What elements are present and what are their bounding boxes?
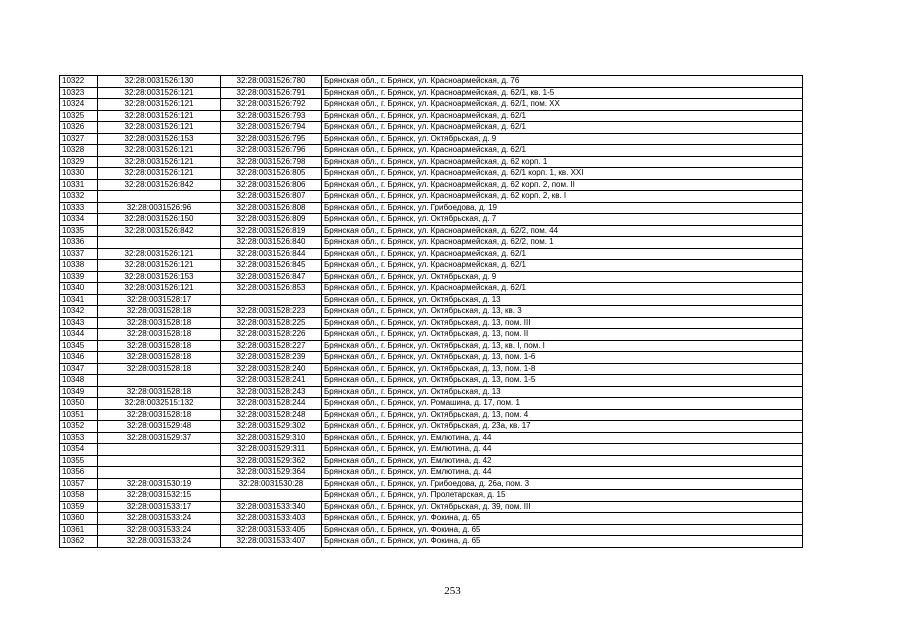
cadastral-number-cell: 32:28:0031528:240 xyxy=(221,363,322,375)
row-number-cell: 10331 xyxy=(60,179,98,191)
table-row xyxy=(60,536,803,548)
address-cell: Брянская обл., г. Брянск, ул. Красноармейская, д. 62/2, пом. 1 xyxy=(322,237,803,249)
parent-cadastral-number-cell: 32:28:0031526:153 xyxy=(98,133,221,145)
table-row xyxy=(60,386,803,398)
row-number-cell: 10346 xyxy=(60,352,98,364)
address-cell: Брянская обл., г. Брянск, ул. Красноармейская, д. 62/1 xyxy=(322,260,803,272)
address-cell: Брянская обл., г. Брянск, ул. Октябрьская, д. 39, пом. III xyxy=(322,501,803,513)
parent-cadastral-number-cell: 32:28:0031533:24 xyxy=(98,536,221,548)
row-number-cell: 10357 xyxy=(60,478,98,490)
row-number-cell: 10338 xyxy=(60,260,98,272)
cadastral-number-cell: 32:28:0031528:239 xyxy=(221,352,322,364)
address-cell: Брянская обл., г. Брянск, ул. Емлютина, д. 42 xyxy=(322,455,803,467)
row-number-cell: 10354 xyxy=(60,444,98,456)
table-row xyxy=(60,191,803,203)
cadastral-number-cell: 32:28:0031528:225 xyxy=(221,317,322,329)
cadastral-number-cell: 32:28:0031529:302 xyxy=(221,421,322,433)
address-cell: Брянская обл., г. Брянск, ул. Красноармейская, д. 62/2, пом. 44 xyxy=(322,225,803,237)
cadastral-number-cell: 32:28:0031526:793 xyxy=(221,110,322,122)
table-row xyxy=(60,156,803,168)
address-cell: Брянская обл., г. Брянск, ул. Октябрьская, д. 13, пом. 4 xyxy=(322,409,803,421)
parent-cadastral-number-cell: 32:28:0031526:121 xyxy=(98,122,221,134)
address-cell: Брянская обл., г. Брянск, ул. Октябрьская, д. 9 xyxy=(322,271,803,283)
cadastral-number-cell: 32:28:0031528:244 xyxy=(221,398,322,410)
parent-cadastral-number-cell: 32:28:0031533:17 xyxy=(98,501,221,513)
address-cell: Брянская обл., г. Брянск, ул. Ромашина, д. 17, пом. 1 xyxy=(322,398,803,410)
table-row xyxy=(60,329,803,341)
address-cell: Брянская обл., г. Брянск, ул. Красноармейская, д. 62 корп. 2, кв. I xyxy=(322,191,803,203)
address-cell: Брянская обл., г. Брянск, ул. Емлютина, д. 44 xyxy=(322,467,803,479)
cadastral-number-cell: 32:28:0031526:805 xyxy=(221,168,322,180)
row-number-cell: 10359 xyxy=(60,501,98,513)
cadastral-number-cell: 32:28:0031528:223 xyxy=(221,306,322,318)
cadastral-number-cell: 32:28:0031526:796 xyxy=(221,145,322,157)
address-cell: Брянская обл., г. Брянск, ул. Октябрьская, д. 13, пом. II xyxy=(322,329,803,341)
cadastral-number-cell: 32:28:0031526:806 xyxy=(221,179,322,191)
parent-cadastral-number-cell xyxy=(98,191,221,203)
row-number-cell: 10323 xyxy=(60,87,98,99)
table-row xyxy=(60,421,803,433)
table-row xyxy=(60,214,803,226)
row-number-cell: 10336 xyxy=(60,237,98,249)
address-cell: Брянская обл., г. Брянск, ул. Красноармейская, д. 62/1, кв. 1-5 xyxy=(322,87,803,99)
address-cell: Брянская обл., г. Брянск, ул. Красноармейская, д. 62 корп. 2, пом. II xyxy=(322,179,803,191)
table-row xyxy=(60,306,803,318)
row-number-cell: 10352 xyxy=(60,421,98,433)
row-number-cell: 10325 xyxy=(60,110,98,122)
table-row xyxy=(60,455,803,467)
cadastral-number-cell xyxy=(221,490,322,502)
row-number-cell: 10355 xyxy=(60,455,98,467)
row-number-cell: 10339 xyxy=(60,271,98,283)
registry-table xyxy=(59,75,803,548)
table-row xyxy=(60,110,803,122)
parent-cadastral-number-cell: 32:28:0031526:842 xyxy=(98,179,221,191)
address-cell: Брянская обл., г. Брянск, ул. Октябрьская, д. 7 xyxy=(322,214,803,226)
page-number: 253 xyxy=(444,585,461,597)
parent-cadastral-number-cell: 32:28:0031528:18 xyxy=(98,409,221,421)
address-cell: Брянская обл., г. Брянск, ул. Грибоедова, д. 26а, пом. 3 xyxy=(322,478,803,490)
table-row xyxy=(60,168,803,180)
parent-cadastral-number-cell: 32:28:0031526:121 xyxy=(98,87,221,99)
table-row xyxy=(60,294,803,306)
parent-cadastral-number-cell: 32:28:0031533:24 xyxy=(98,513,221,525)
table-row xyxy=(60,513,803,525)
parent-cadastral-number-cell: 32:28:0031528:18 xyxy=(98,317,221,329)
registry-table-body xyxy=(60,76,803,548)
parent-cadastral-number-cell: 32:28:0031528:18 xyxy=(98,363,221,375)
parent-cadastral-number-cell: 32:28:0031528:18 xyxy=(98,386,221,398)
cadastral-number-cell: 32:28:0031526:853 xyxy=(221,283,322,295)
cadastral-number-cell: 32:28:0031526:808 xyxy=(221,202,322,214)
address-cell: Брянская обл., г. Брянск, ул. Октябрьская, д. 9 xyxy=(322,133,803,145)
table-row xyxy=(60,363,803,375)
table-row xyxy=(60,432,803,444)
table-row xyxy=(60,76,803,88)
table-row xyxy=(60,490,803,502)
parent-cadastral-number-cell: 32:28:0031526:121 xyxy=(98,110,221,122)
row-number-cell: 10361 xyxy=(60,524,98,536)
address-cell: Брянская обл., г. Брянск, ул. Октябрьская, д. 13, пом. III xyxy=(322,317,803,329)
cadastral-number-cell: 32:28:0031526:845 xyxy=(221,260,322,272)
parent-cadastral-number-cell: 32:28:0031532:15 xyxy=(98,490,221,502)
table-row xyxy=(60,524,803,536)
table-row xyxy=(60,260,803,272)
table-row xyxy=(60,409,803,421)
address-cell: Брянская обл., г. Брянск, ул. Пролетарская, д. 15 xyxy=(322,490,803,502)
address-cell: Брянская обл., г. Брянск, ул. Фокина, д. 65 xyxy=(322,524,803,536)
address-cell: Брянская обл., г. Брянск, ул. Октябрьская, д. 13, пом. 1-6 xyxy=(322,352,803,364)
row-number-cell: 10328 xyxy=(60,145,98,157)
address-cell: Брянская обл., г. Брянск, ул. Октябрьская, д. 13 xyxy=(322,294,803,306)
row-number-cell: 10322 xyxy=(60,76,98,88)
parent-cadastral-number-cell: 32:28:0031529:37 xyxy=(98,432,221,444)
table-row xyxy=(60,179,803,191)
table-row xyxy=(60,283,803,295)
parent-cadastral-number-cell: 32:28:0031526:130 xyxy=(98,76,221,88)
cadastral-number-cell: 32:28:0031526:844 xyxy=(221,248,322,260)
table-row xyxy=(60,248,803,260)
cadastral-number-cell: 32:28:0031528:241 xyxy=(221,375,322,387)
row-number-cell: 10333 xyxy=(60,202,98,214)
address-cell: Брянская обл., г. Брянск, ул. Октябрьская, д. 13, кв. I, пом. I xyxy=(322,340,803,352)
row-number-cell: 10358 xyxy=(60,490,98,502)
cadastral-number-cell: 32:28:0031526:807 xyxy=(221,191,322,203)
cadastral-number-cell: 32:28:0031533:407 xyxy=(221,536,322,548)
address-cell: Брянская обл., г. Брянск, ул. Красноармейская, д. 62/1 корп. 1, кв. XXI xyxy=(322,168,803,180)
table-row xyxy=(60,87,803,99)
address-cell: Брянская обл., г. Брянск, ул. Красноармейская, д. 76 xyxy=(322,76,803,88)
table-row xyxy=(60,122,803,134)
cadastral-number-cell: 32:28:0031533:405 xyxy=(221,524,322,536)
row-number-cell: 10348 xyxy=(60,375,98,387)
cadastral-number-cell: 32:28:0031528:227 xyxy=(221,340,322,352)
cadastral-number-cell: 32:28:0031526:791 xyxy=(221,87,322,99)
parent-cadastral-number-cell: 32:28:0031528:18 xyxy=(98,329,221,341)
address-cell: Брянская обл., г. Брянск, ул. Грибоедова, д. 19 xyxy=(322,202,803,214)
table-row xyxy=(60,352,803,364)
cadastral-number-cell: 32:28:0031528:243 xyxy=(221,386,322,398)
parent-cadastral-number-cell: 32:28:0031528:18 xyxy=(98,306,221,318)
cadastral-number-cell: 32:28:0031526:794 xyxy=(221,122,322,134)
parent-cadastral-number-cell: 32:28:0031526:121 xyxy=(98,168,221,180)
address-cell: Брянская обл., г. Брянск, ул. Красноармейская, д. 62/1 xyxy=(322,283,803,295)
cadastral-number-cell: 32:28:0031529:310 xyxy=(221,432,322,444)
table-row xyxy=(60,501,803,513)
cadastral-number-cell xyxy=(221,294,322,306)
parent-cadastral-number-cell: 32:28:0031526:842 xyxy=(98,225,221,237)
row-number-cell: 10337 xyxy=(60,248,98,260)
table-row xyxy=(60,99,803,111)
parent-cadastral-number-cell: 32:28:0031526:121 xyxy=(98,283,221,295)
cadastral-number-cell: 32:28:0031526:809 xyxy=(221,214,322,226)
address-cell: Брянская обл., г. Брянск, ул. Красноармейская, д. 62/1 xyxy=(322,248,803,260)
row-number-cell: 10362 xyxy=(60,536,98,548)
table-row xyxy=(60,237,803,249)
cadastral-number-cell: 32:28:0031530:28 xyxy=(221,478,322,490)
parent-cadastral-number-cell: 32:28:0031526:150 xyxy=(98,214,221,226)
row-number-cell: 10334 xyxy=(60,214,98,226)
address-cell: Брянская обл., г. Брянск, ул. Октябрьская, д. 13 xyxy=(322,386,803,398)
cadastral-number-cell: 32:28:0031526:798 xyxy=(221,156,322,168)
address-cell: Брянская обл., г. Брянск, ул. Фокина, д. 65 xyxy=(322,536,803,548)
row-number-cell: 10326 xyxy=(60,122,98,134)
row-number-cell: 10351 xyxy=(60,409,98,421)
table-row xyxy=(60,133,803,145)
address-cell: Брянская обл., г. Брянск, ул. Октябрьская, д. 23а, кв. 17 xyxy=(322,421,803,433)
table-row xyxy=(60,340,803,352)
address-cell: Брянская обл., г. Брянск, ул. Красноармейская, д. 62/1, пом. XX xyxy=(322,99,803,111)
cadastral-number-cell: 32:28:0031526:795 xyxy=(221,133,322,145)
table-row xyxy=(60,317,803,329)
parent-cadastral-number-cell xyxy=(98,375,221,387)
row-number-cell: 10356 xyxy=(60,467,98,479)
table-row xyxy=(60,271,803,283)
table-row xyxy=(60,202,803,214)
parent-cadastral-number-cell xyxy=(98,237,221,249)
address-cell: Брянская обл., г. Брянск, ул. Красноармейская, д. 62/1 xyxy=(322,145,803,157)
parent-cadastral-number-cell: 32:28:0031526:121 xyxy=(98,248,221,260)
row-number-cell: 10343 xyxy=(60,317,98,329)
cadastral-number-cell: 32:28:0031533:403 xyxy=(221,513,322,525)
cadastral-number-cell: 32:28:0031526:780 xyxy=(221,76,322,88)
address-cell: Брянская обл., г. Брянск, ул. Емлютина, д. 44 xyxy=(322,432,803,444)
row-number-cell: 10324 xyxy=(60,99,98,111)
parent-cadastral-number-cell xyxy=(98,455,221,467)
cadastral-number-cell: 32:28:0031528:248 xyxy=(221,409,322,421)
cadastral-number-cell: 32:28:0031528:226 xyxy=(221,329,322,341)
row-number-cell: 10344 xyxy=(60,329,98,341)
cadastral-number-cell: 32:28:0031526:792 xyxy=(221,99,322,111)
cadastral-number-cell: 32:28:0031526:847 xyxy=(221,271,322,283)
parent-cadastral-number-cell: 32:28:0031530:19 xyxy=(98,478,221,490)
parent-cadastral-number-cell: 32:28:0031526:121 xyxy=(98,156,221,168)
cadastral-number-cell: 32:28:0031529:364 xyxy=(221,467,322,479)
address-cell: Брянская обл., г. Брянск, ул. Октябрьская, д. 13, кв. 3 xyxy=(322,306,803,318)
cadastral-number-cell: 32:28:0031529:311 xyxy=(221,444,322,456)
table-row xyxy=(60,375,803,387)
parent-cadastral-number-cell xyxy=(98,467,221,479)
parent-cadastral-number-cell: 32:28:0031529:48 xyxy=(98,421,221,433)
parent-cadastral-number-cell: 32:28:0031526:96 xyxy=(98,202,221,214)
row-number-cell: 10342 xyxy=(60,306,98,318)
row-number-cell: 10332 xyxy=(60,191,98,203)
cadastral-number-cell: 32:28:0031526:840 xyxy=(221,237,322,249)
row-number-cell: 10345 xyxy=(60,340,98,352)
parent-cadastral-number-cell: 32:28:0031526:121 xyxy=(98,99,221,111)
row-number-cell: 10349 xyxy=(60,386,98,398)
row-number-cell: 10329 xyxy=(60,156,98,168)
table-row xyxy=(60,444,803,456)
cadastral-number-cell: 32:28:0031526:819 xyxy=(221,225,322,237)
parent-cadastral-number-cell: 32:28:0031526:121 xyxy=(98,145,221,157)
parent-cadastral-number-cell xyxy=(98,444,221,456)
row-number-cell: 10353 xyxy=(60,432,98,444)
parent-cadastral-number-cell: 32:28:0031528:17 xyxy=(98,294,221,306)
table-row xyxy=(60,478,803,490)
address-cell: Брянская обл., г. Брянск, ул. Октябрьская, д. 13, пом. 1-8 xyxy=(322,363,803,375)
parent-cadastral-number-cell: 32:28:0031526:121 xyxy=(98,260,221,272)
row-number-cell: 10347 xyxy=(60,363,98,375)
table-row xyxy=(60,467,803,479)
table-row xyxy=(60,225,803,237)
table-row xyxy=(60,145,803,157)
row-number-cell: 10340 xyxy=(60,283,98,295)
row-number-cell: 10327 xyxy=(60,133,98,145)
parent-cadastral-number-cell: 32:28:0031528:18 xyxy=(98,352,221,364)
cadastral-number-cell: 32:28:0031529:362 xyxy=(221,455,322,467)
address-cell: Брянская обл., г. Брянск, ул. Фокина, д. 65 xyxy=(322,513,803,525)
address-cell: Брянская обл., г. Брянск, ул. Красноармейская, д. 62/1 xyxy=(322,110,803,122)
cadastral-number-cell: 32:28:0031533:340 xyxy=(221,501,322,513)
parent-cadastral-number-cell: 32:28:0031526:153 xyxy=(98,271,221,283)
address-cell: Брянская обл., г. Брянск, ул. Красноармейская, д. 62 корп. 1 xyxy=(322,156,803,168)
address-cell: Брянская обл., г. Брянск, ул. Красноармейская, д. 62/1 xyxy=(322,122,803,134)
parent-cadastral-number-cell: 32:28:0031533:24 xyxy=(98,524,221,536)
row-number-cell: 10335 xyxy=(60,225,98,237)
address-cell: Брянская обл., г. Брянск, ул. Емлютина, д. 44 xyxy=(322,444,803,456)
address-cell: Брянская обл., г. Брянск, ул. Октябрьская, д. 13, пом. 1-5 xyxy=(322,375,803,387)
table-row xyxy=(60,398,803,410)
row-number-cell: 10330 xyxy=(60,168,98,180)
row-number-cell: 10360 xyxy=(60,513,98,525)
row-number-cell: 10350 xyxy=(60,398,98,410)
row-number-cell: 10341 xyxy=(60,294,98,306)
parent-cadastral-number-cell: 32:28:0031528:18 xyxy=(98,340,221,352)
parent-cadastral-number-cell: 32:28:0032515:132 xyxy=(98,398,221,410)
